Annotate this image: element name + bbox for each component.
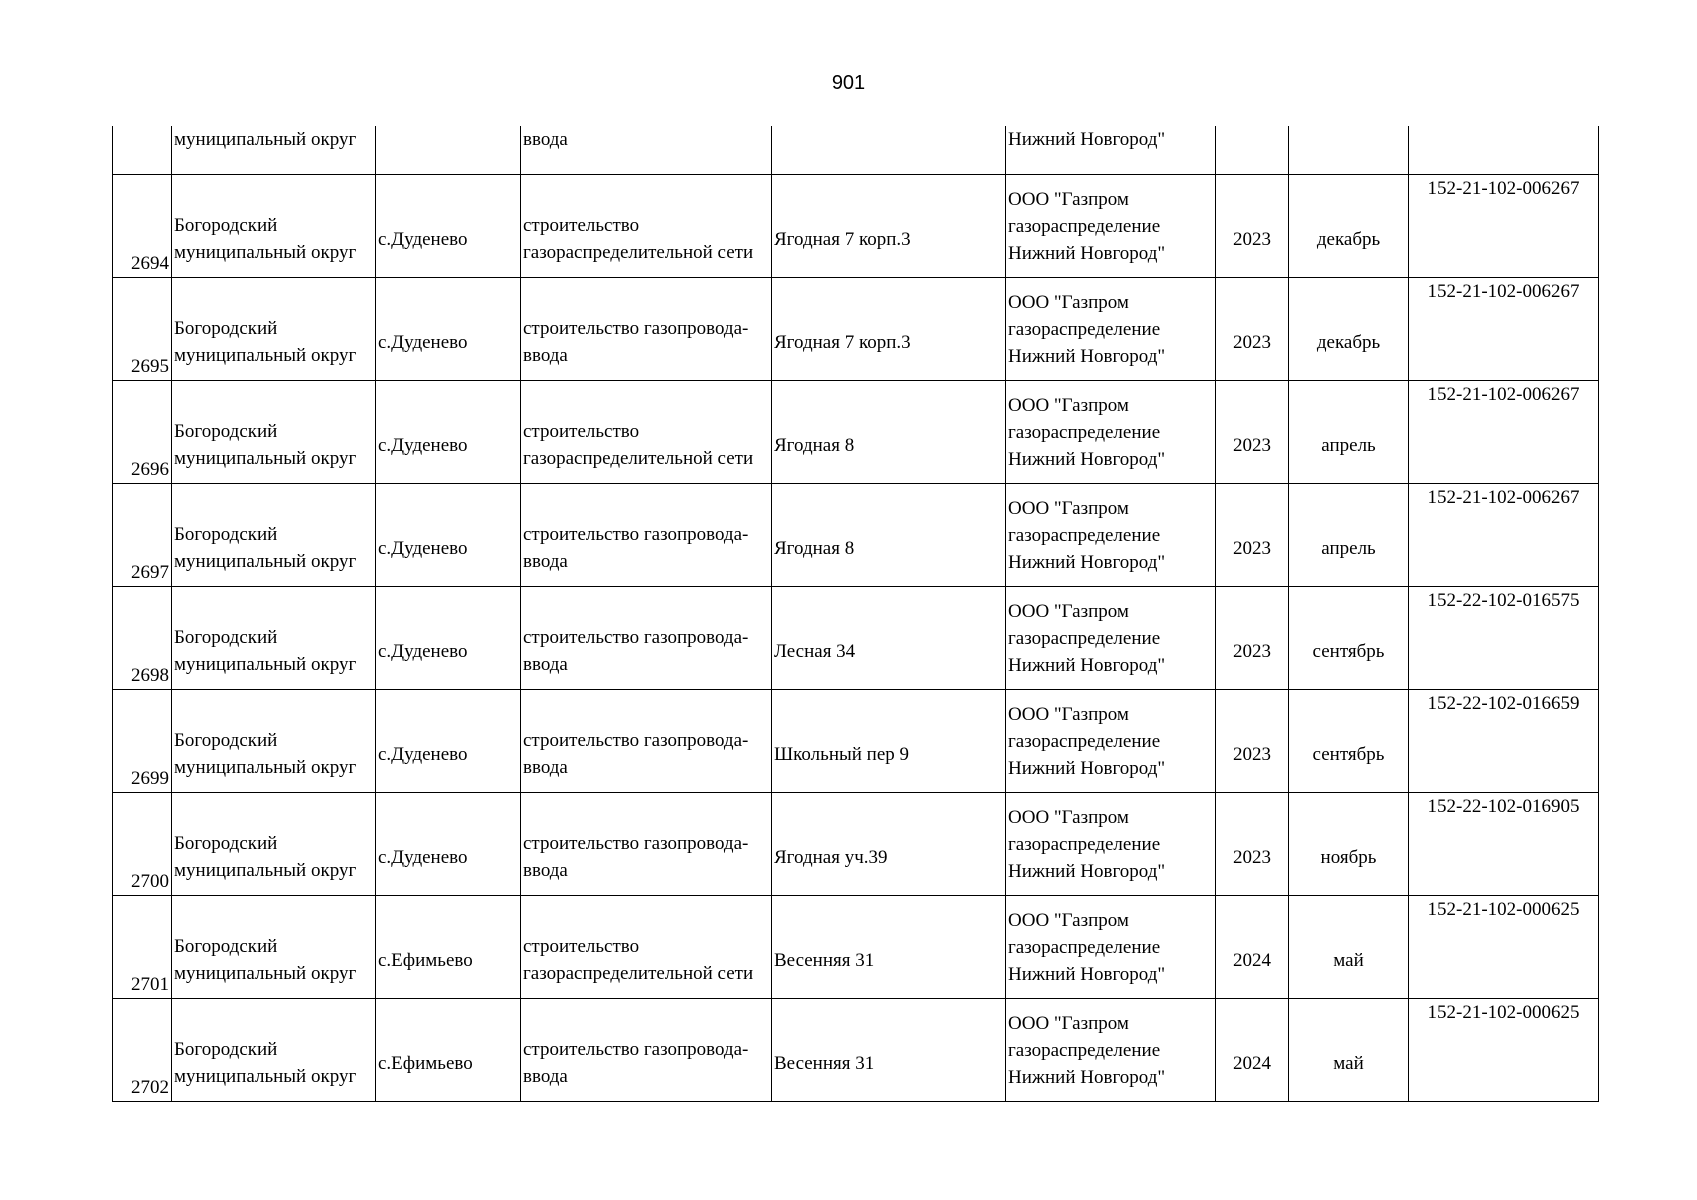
- table-row: [113, 175, 1599, 278]
- month-text: декабрь: [1316, 331, 1381, 353]
- org-line-3: Нижний Новгород": [1008, 448, 1166, 470]
- work-line-2: ввода: [523, 757, 568, 778]
- table-row: [113, 587, 1599, 690]
- year-text: 2023: [1233, 846, 1271, 868]
- place-cell: [376, 793, 521, 896]
- org-line-2: газораспределение: [1008, 421, 1161, 443]
- district-cell: [172, 587, 376, 690]
- place-cell: [376, 381, 521, 484]
- address-cell: [772, 999, 1006, 1102]
- work-line-1: строительство: [523, 215, 640, 236]
- district-line-2: муниципальный округ: [174, 242, 357, 263]
- code-cell: [1409, 690, 1599, 793]
- place-cell: [376, 278, 521, 381]
- code-cell: [1409, 484, 1599, 587]
- district-cell: [172, 793, 376, 896]
- address-cell: [772, 690, 1006, 793]
- year-text: 2023: [1233, 228, 1271, 250]
- address-text: Ягодная 7 корп.3: [774, 228, 911, 250]
- address-text: Ягодная уч.39: [774, 846, 888, 868]
- month-cell: [1289, 587, 1409, 690]
- org-line-1: ООО "Газпром: [1008, 394, 1129, 416]
- month-cell: [1289, 278, 1409, 381]
- org-line-2: газораспределение: [1008, 833, 1161, 855]
- table-row: [113, 278, 1599, 381]
- year-cell: [1216, 381, 1289, 484]
- district-cell: [172, 999, 376, 1102]
- place-name: с.Ефимьево: [378, 949, 473, 971]
- code-text: 152-21-102-006267: [1427, 487, 1580, 508]
- address-text: Лесная 34: [774, 640, 856, 662]
- place-cell: [376, 896, 521, 999]
- code-text: 152-21-102-000625: [1427, 899, 1580, 920]
- organization-cell: [1006, 587, 1216, 690]
- cont-org-cell: Нижний Новгород": [1006, 126, 1216, 175]
- district-line-1: Богородский: [174, 1039, 278, 1060]
- org-line-2: газораспределение: [1008, 1039, 1161, 1061]
- org-line-3: Нижний Новгород": [1008, 757, 1166, 779]
- place-name: с.Дуденево: [378, 331, 468, 353]
- district-line-1: Богородский: [174, 936, 278, 957]
- work-line-2: ввода: [523, 551, 568, 572]
- year-text: 2023: [1233, 537, 1271, 559]
- year-text: 2023: [1233, 434, 1271, 456]
- work-cell: [521, 175, 772, 278]
- org-line-1: ООО "Газпром: [1008, 806, 1129, 828]
- org-line-3: Нижний Новгород": [1008, 860, 1166, 882]
- organization-cell: [1006, 793, 1216, 896]
- org-line-1: ООО "Газпром: [1008, 909, 1129, 931]
- work-cell: [521, 690, 772, 793]
- cont-district-cell: муниципальный округ: [172, 126, 376, 175]
- year-cell: [1216, 896, 1289, 999]
- district-line-2: муниципальный округ: [174, 963, 357, 984]
- table-row: [113, 381, 1599, 484]
- month-cell: [1289, 175, 1409, 278]
- district-line-2: муниципальный округ: [174, 757, 357, 778]
- district-cell: [172, 690, 376, 793]
- year-cell: [1216, 175, 1289, 278]
- organization-cell: [1006, 999, 1216, 1102]
- month-cell: [1289, 381, 1409, 484]
- address-cell: [772, 793, 1006, 896]
- year-cell: [1216, 793, 1289, 896]
- district-cell: [172, 484, 376, 587]
- address-text: Ягодная 8: [774, 537, 855, 559]
- work-line-1: строительство газопровода-: [523, 627, 749, 648]
- org-line-1: ООО "Газпром: [1008, 188, 1129, 210]
- place-name: с.Дуденево: [378, 228, 468, 250]
- code-text: 152-22-102-016659: [1427, 693, 1580, 714]
- work-line-1: строительство газопровода-: [523, 318, 749, 339]
- month-text: декабрь: [1316, 228, 1381, 250]
- row-number-cell: [113, 278, 172, 381]
- year-text: 2023: [1233, 743, 1271, 765]
- address-cell: [772, 896, 1006, 999]
- place-cell: [376, 587, 521, 690]
- cont-year-cell: [1216, 126, 1289, 175]
- work-line-1: строительство газопровода-: [523, 730, 749, 751]
- code-cell: [1409, 175, 1599, 278]
- cont-month-cell: [1289, 126, 1409, 175]
- district-cell: [172, 278, 376, 381]
- cont-code-cell: [1409, 126, 1599, 175]
- row-number-cell: [113, 484, 172, 587]
- year-text: 2023: [1233, 331, 1271, 353]
- place-cell: [376, 175, 521, 278]
- place-cell: [376, 484, 521, 587]
- org-line-2: газораспределение: [1008, 215, 1161, 237]
- district-line-1: Богородский: [174, 524, 278, 545]
- code-cell: [1409, 278, 1599, 381]
- row-number: 2697: [131, 562, 169, 583]
- year-cell: [1216, 999, 1289, 1102]
- row-number: 2699: [131, 768, 169, 789]
- month-cell: [1289, 484, 1409, 587]
- organization-cell: [1006, 175, 1216, 278]
- table-row: [113, 999, 1599, 1102]
- code-text: 152-21-102-006267: [1427, 178, 1580, 199]
- year-cell: [1216, 278, 1289, 381]
- district-cell: [172, 896, 376, 999]
- organization-cell: [1006, 278, 1216, 381]
- month-text: май: [1333, 949, 1364, 971]
- year-cell: [1216, 484, 1289, 587]
- year-text: 2024: [1233, 949, 1271, 971]
- code-cell: [1409, 896, 1599, 999]
- row-number-cell: [113, 690, 172, 793]
- organization-cell: [1006, 381, 1216, 484]
- continuation-row: [113, 126, 1599, 175]
- month-text: апрель: [1321, 434, 1376, 456]
- district-cell: [172, 381, 376, 484]
- row-number: 2702: [131, 1077, 169, 1098]
- place-name: с.Дуденево: [378, 640, 468, 662]
- address-cell: [772, 381, 1006, 484]
- district-line-1: Богородский: [174, 833, 278, 854]
- district-line-2: муниципальный округ: [174, 860, 357, 881]
- code-cell: [1409, 381, 1599, 484]
- work-line-2: газораспределительной сети: [523, 448, 754, 469]
- month-text: май: [1333, 1052, 1364, 1074]
- org-line-2: газораспределение: [1008, 318, 1161, 340]
- month-cell: [1289, 793, 1409, 896]
- cont-work-cell: ввода: [521, 126, 772, 175]
- district-line-1: Богородский: [174, 421, 278, 442]
- code-text: 152-22-102-016905: [1427, 796, 1580, 817]
- code-cell: [1409, 587, 1599, 690]
- address-text: Весенняя 31: [774, 949, 875, 971]
- year-text: 2024: [1233, 1052, 1271, 1074]
- org-line-3: Нижний Новгород": [1008, 345, 1166, 367]
- row-number-cell: [113, 793, 172, 896]
- address-cell: [772, 587, 1006, 690]
- cont-place-cell: [376, 126, 521, 175]
- table-row: [113, 896, 1599, 999]
- district-line-1: Богородский: [174, 318, 278, 339]
- place-name: с.Дуденево: [378, 434, 468, 456]
- org-line-2: газораспределение: [1008, 524, 1161, 546]
- district-line-1: Богородский: [174, 215, 278, 236]
- org-line-3: Нижний Новгород": [1008, 1066, 1166, 1088]
- district-line-2: муниципальный округ: [174, 345, 357, 366]
- district-line-2: муниципальный округ: [174, 448, 357, 469]
- organization-cell: [1006, 484, 1216, 587]
- table-row: [113, 484, 1599, 587]
- cont-address-cell: [772, 126, 1006, 175]
- month-text: сентябрь: [1312, 743, 1385, 765]
- work-line-1: строительство газопровода-: [523, 524, 749, 545]
- year-cell: [1216, 690, 1289, 793]
- org-line-2: газораспределение: [1008, 936, 1161, 958]
- district-line-2: муниципальный округ: [174, 551, 357, 572]
- org-line-1: ООО "Газпром: [1008, 291, 1129, 313]
- month-text: ноябрь: [1320, 846, 1377, 868]
- row-number: 2694: [131, 253, 169, 274]
- year-cell: [1216, 587, 1289, 690]
- work-cell: [521, 999, 772, 1102]
- code-cell: [1409, 999, 1599, 1102]
- place-cell: [376, 690, 521, 793]
- work-line-1: строительство: [523, 421, 640, 442]
- district-cell: [172, 175, 376, 278]
- organization-cell: [1006, 896, 1216, 999]
- code-text: 152-21-102-006267: [1427, 281, 1580, 302]
- org-line-1: ООО "Газпром: [1008, 600, 1129, 622]
- row-number-cell: [113, 175, 172, 278]
- month-cell: [1289, 896, 1409, 999]
- row-number-cell: [113, 381, 172, 484]
- org-line-3: Нижний Новгород": [1008, 654, 1166, 676]
- month-cell: [1289, 690, 1409, 793]
- place-cell: [376, 999, 521, 1102]
- work-cell: [521, 793, 772, 896]
- register-table: [112, 126, 1599, 1102]
- work-line-1: строительство газопровода-: [523, 833, 749, 854]
- organization-cell: [1006, 690, 1216, 793]
- work-cell: [521, 484, 772, 587]
- org-line-1: ООО "Газпром: [1008, 703, 1129, 725]
- row-number: 2701: [131, 974, 169, 995]
- row-number: 2696: [131, 459, 169, 480]
- address-text: Ягодная 8: [774, 434, 855, 456]
- work-cell: [521, 278, 772, 381]
- work-line-2: ввода: [523, 345, 568, 366]
- work-line-2: газораспределительной сети: [523, 963, 754, 984]
- work-cell: [521, 896, 772, 999]
- work-cell: [521, 381, 772, 484]
- page-number: 901: [831, 72, 866, 94]
- district-line-1: Богородский: [174, 730, 278, 751]
- code-text: 152-21-102-006267: [1427, 384, 1580, 405]
- work-line-2: ввода: [523, 860, 568, 881]
- place-name: с.Дуденево: [378, 846, 468, 868]
- address-text: Школьный пер 9: [774, 743, 910, 765]
- row-number-cell: [113, 999, 172, 1102]
- table-body: [113, 126, 1599, 1102]
- org-line-1: ООО "Газпром: [1008, 1012, 1129, 1034]
- table-row: [113, 793, 1599, 896]
- org-line-3: Нижний Новгород": [1008, 551, 1166, 573]
- work-line-1: строительство газопровода-: [523, 1039, 749, 1060]
- row-number-cell: [113, 896, 172, 999]
- code-cell: [1409, 793, 1599, 896]
- work-line-1: строительство: [523, 936, 640, 957]
- work-cell: [521, 587, 772, 690]
- address-cell: [772, 484, 1006, 587]
- district-line-1: Богородский: [174, 627, 278, 648]
- month-text: апрель: [1321, 537, 1376, 559]
- work-line-2: ввода: [523, 654, 568, 675]
- month-text: сентябрь: [1312, 640, 1385, 662]
- work-line-2: ввода: [523, 1066, 568, 1087]
- place-name: с.Ефимьево: [378, 1052, 473, 1074]
- row-number: 2700: [131, 871, 169, 892]
- work-line-2: газораспределительной сети: [523, 242, 754, 263]
- org-line-2: газораспределение: [1008, 730, 1161, 752]
- district-line-2: муниципальный округ: [174, 1066, 357, 1087]
- org-line-1: ООО "Газпром: [1008, 497, 1129, 519]
- org-line-3: Нижний Новгород": [1008, 963, 1166, 985]
- month-cell: [1289, 999, 1409, 1102]
- org-line-3: Нижний Новгород": [1008, 242, 1166, 264]
- place-name: с.Дуденево: [378, 743, 468, 765]
- row-number: 2698: [131, 665, 169, 686]
- address-cell: [772, 278, 1006, 381]
- row-number-cell: [113, 587, 172, 690]
- district-line-2: муниципальный округ: [174, 654, 357, 675]
- cont-num-cell: [113, 126, 172, 175]
- code-text: 152-21-102-000625: [1427, 1002, 1580, 1023]
- address-cell: [772, 175, 1006, 278]
- address-text: Ягодная 7 корп.3: [774, 331, 911, 353]
- year-text: 2023: [1233, 640, 1271, 662]
- org-line-2: газораспределение: [1008, 627, 1161, 649]
- address-text: Весенняя 31: [774, 1052, 875, 1074]
- table-row: [113, 690, 1599, 793]
- row-number: 2695: [131, 356, 169, 377]
- place-name: с.Дуденево: [378, 537, 468, 559]
- code-text: 152-22-102-016575: [1427, 590, 1580, 611]
